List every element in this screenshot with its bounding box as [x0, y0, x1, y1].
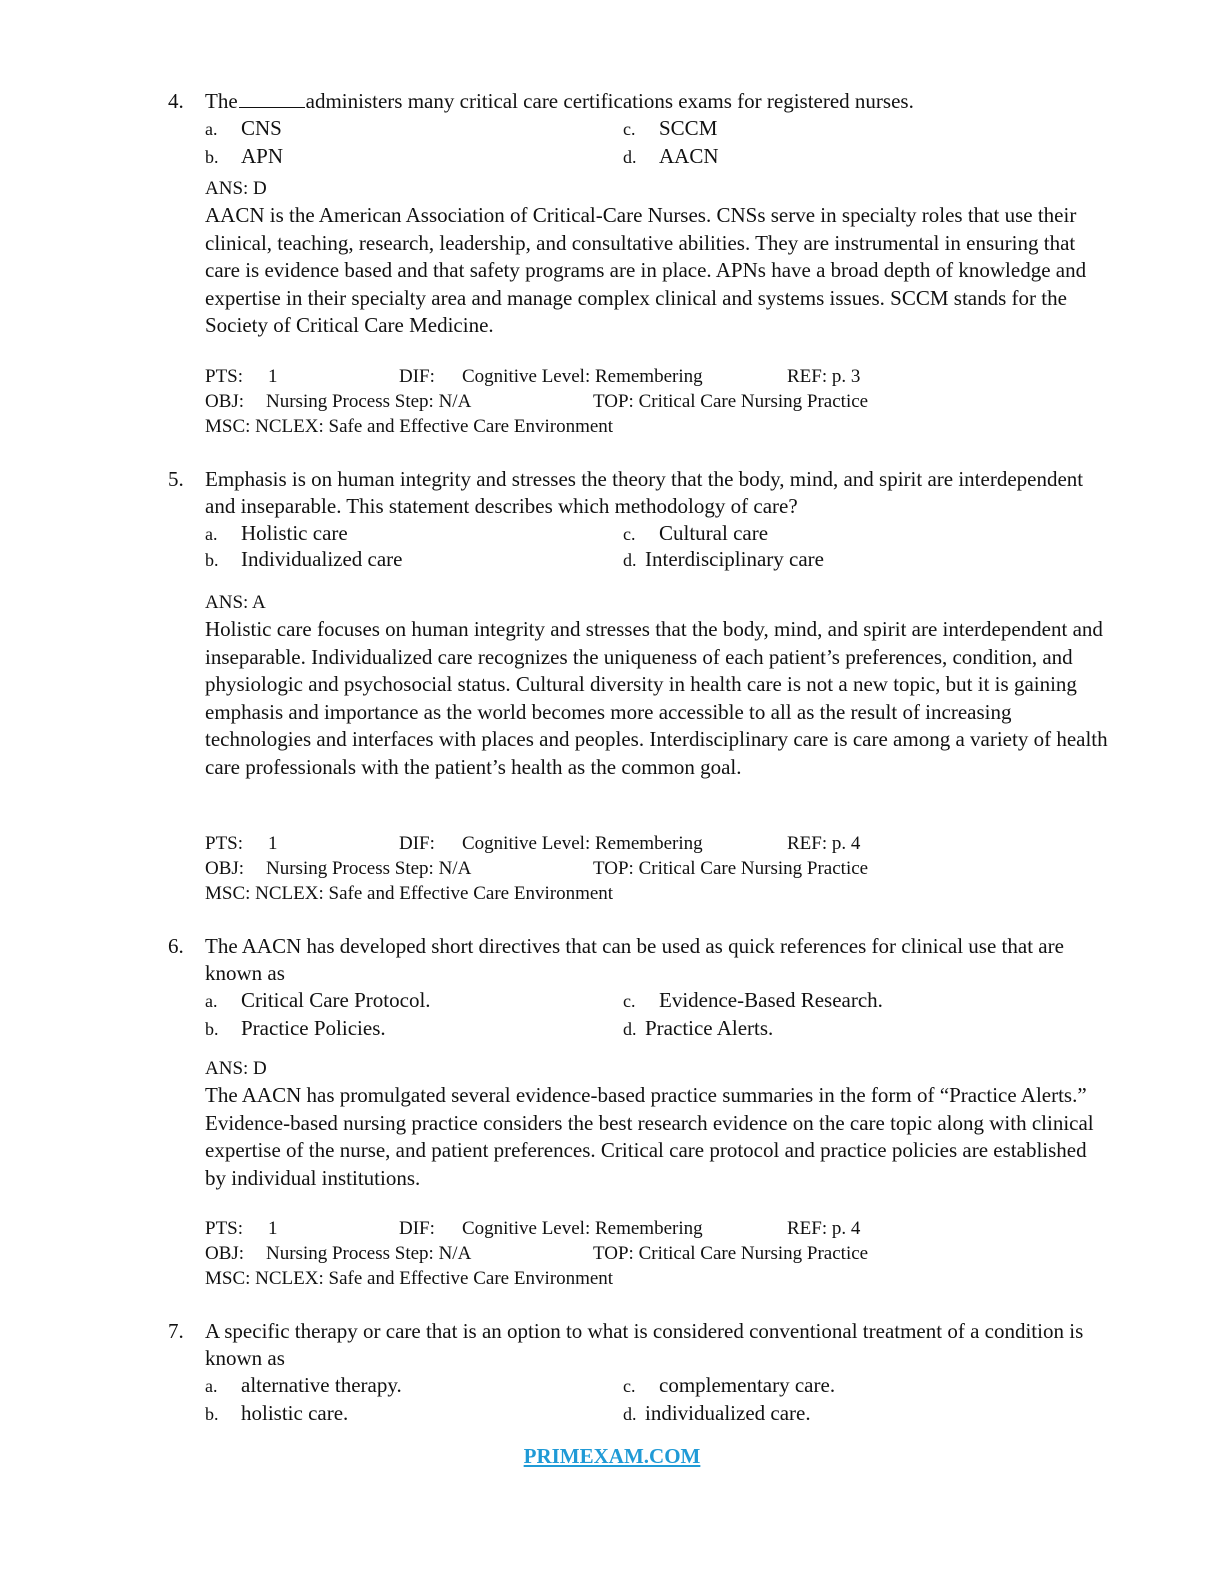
option-letter: b. [205, 1404, 219, 1424]
option-letter: a. [205, 524, 218, 544]
dif-value: Cognitive Level: Remembering [462, 366, 703, 387]
msc-value: MSC: NCLEX: Safe and Effective Care Environment [205, 416, 614, 437]
obj-value: Nursing Process Step: N/A [266, 1243, 472, 1264]
option-text: Practice Alerts. [645, 1016, 774, 1040]
option-text: complementary care. [659, 1373, 836, 1397]
obj-label: OBJ: [205, 858, 245, 879]
question-stem: A specific therapy or care that is an option to what is considered conventional treatment of a condition is known as [205, 1319, 1084, 1370]
rationale: AACN is the American Association of Critical-Care Nurses. CNSs serve in specialty roles that use their clinical, teaching, research, leadership, and consultative abilities. They are instrumental in ensuring that care is evidence based and that safety programs are in place. APNs have a broad depth of knowledge and expertise in their specialty area and manage complex clinical and systems issues. SCCM stands for the Society of Critical Care Medicine. [205, 203, 1087, 337]
pts-value: 1 [268, 366, 278, 387]
option-text: individualized care. [645, 1401, 811, 1425]
stem-text-before-blank: The [205, 89, 238, 113]
pts-label: PTS: [205, 1218, 244, 1239]
option-c [623, 115, 717, 143]
option-a [205, 115, 282, 143]
pts-label: PTS: [205, 366, 244, 387]
option-letter: b. [205, 147, 219, 167]
option-d [623, 1400, 811, 1428]
question-stem: The AACN has developed short directives that can be used as quick references for clinical use that are known as [205, 934, 1064, 985]
option-text: SCCM [659, 116, 718, 140]
option-letter: d. [623, 1019, 637, 1039]
dif-value: Cognitive Level: Remembering [462, 833, 703, 854]
obj-value: Nursing Process Step: N/A [266, 858, 472, 879]
pts-label: PTS: [205, 833, 244, 854]
top-value: TOP: Critical Care Nursing Practice [593, 391, 869, 412]
question-number: 7. [168, 1319, 184, 1343]
option-text: Critical Care Protocol. [241, 988, 431, 1012]
answer-key: ANS: D [205, 178, 267, 199]
option-d [623, 143, 719, 171]
obj-value: Nursing Process Step: N/A [266, 391, 472, 412]
dif-label: DIF: [399, 833, 435, 854]
option-letter: c. [623, 524, 636, 544]
option-text: Interdisciplinary care [645, 547, 824, 571]
option-text: Practice Policies. [241, 1016, 386, 1040]
option-letter: d. [623, 147, 637, 167]
option-b [205, 143, 283, 171]
option-d [623, 546, 824, 574]
option-letter: a. [205, 119, 218, 139]
msc-value: MSC: NCLEX: Safe and Effective Care Environment [205, 883, 614, 904]
rationale: Holistic care focuses on human integrity and stresses that the body, mind, and spirit are interdependent and inseparable. Individualized care recognizes the uniqueness of each patient’s preferences, condition, and physiologic and psychosocial status. Cultural diversity in health care is not a new topic, but it is gaining emphasis and importance as the world becomes more accessible to all as the result of increasing technologies and interfaces with places and peoples. Interdisciplinary care is care among a variety of health care professionals with the patient’s health as the common goal. [205, 617, 1108, 779]
answer-key: ANS: A [205, 592, 266, 613]
option-b [205, 1015, 386, 1043]
option-a [205, 520, 348, 548]
dif-label: DIF: [399, 1218, 435, 1239]
question-stem: Emphasis is on human integrity and stresses the theory that the body, mind, and spirit are interdependent and inseparable. This statement describes which methodology of care? [205, 467, 1084, 518]
dif-value: Cognitive Level: Remembering [462, 1218, 703, 1239]
question-stem [205, 88, 1105, 115]
option-a [205, 987, 431, 1015]
rationale: The AACN has promulgated several evidence-based practice summaries in the form of “Practice Alerts.” Evidence-based nursing practice considers the best research evidence on the care topic along with clinical expertise of the nurse, and patient preferences. Critical care protocol and practice policies are established by individual institutions. [205, 1083, 1094, 1190]
option-c [623, 987, 883, 1015]
option-b [205, 1400, 348, 1428]
option-letter: c. [623, 991, 636, 1011]
ref-value: REF: p. 4 [787, 1218, 861, 1239]
option-letter: a. [205, 991, 218, 1011]
option-text: Holistic care [241, 521, 348, 545]
option-text: CNS [241, 116, 282, 140]
option-text: holistic care. [241, 1401, 349, 1425]
top-value: TOP: Critical Care Nursing Practice [593, 1243, 869, 1264]
option-c [623, 1372, 835, 1400]
msc-value: MSC: NCLEX: Safe and Effective Care Environment [205, 1268, 614, 1289]
pts-value: 1 [268, 1218, 278, 1239]
option-text: Individualized care [241, 547, 403, 571]
option-letter: d. [623, 550, 637, 570]
option-text: alternative therapy. [241, 1373, 402, 1397]
obj-label: OBJ: [205, 391, 245, 412]
option-b [205, 546, 403, 574]
option-d [623, 1015, 773, 1043]
question-number: 4. [168, 89, 184, 113]
obj-label: OBJ: [205, 1243, 245, 1264]
answer-key: ANS: D [205, 1058, 267, 1079]
option-a [205, 1372, 402, 1400]
footer-link[interactable]: PRIMEXAM.COM [523, 1444, 701, 1468]
option-letter: b. [205, 550, 219, 570]
option-text: AACN [659, 144, 719, 168]
option-text: Evidence-Based Research. [659, 988, 883, 1012]
ref-value: REF: p. 3 [787, 366, 861, 387]
question-number: 6. [168, 934, 184, 958]
dif-label: DIF: [399, 366, 435, 387]
question-number: 5. [168, 467, 184, 491]
option-letter: c. [623, 1376, 636, 1396]
option-text: Cultural care [659, 521, 769, 545]
option-letter: c. [623, 119, 636, 139]
top-value: TOP: Critical Care Nursing Practice [593, 858, 869, 879]
option-letter: a. [205, 1376, 218, 1396]
option-letter: b. [205, 1019, 219, 1039]
stem-text-after-blank: administers many critical care certifications exams for registered nurses. [305, 89, 914, 113]
fill-in-blank [239, 89, 305, 108]
option-letter: d. [623, 1404, 637, 1424]
option-text: APN [241, 144, 284, 168]
pts-value: 1 [268, 833, 278, 854]
option-c [623, 520, 768, 548]
ref-value: REF: p. 4 [787, 833, 861, 854]
